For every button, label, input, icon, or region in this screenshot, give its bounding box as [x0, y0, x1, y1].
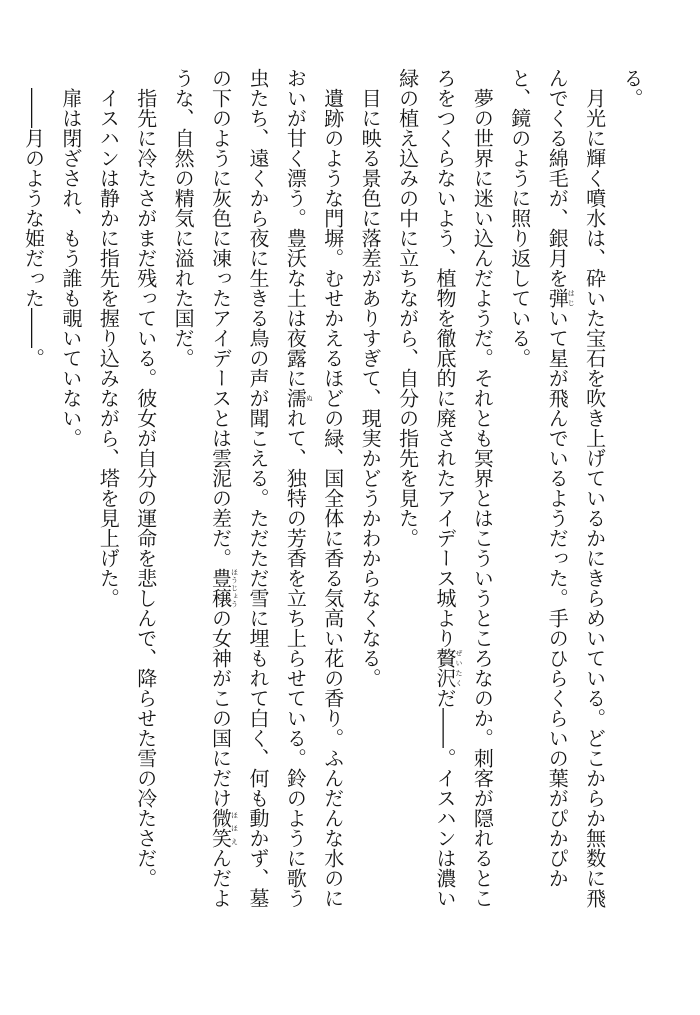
text-run: 虫たち、遠くから夜に生きる鳥の声が聞こえる。ただただ雪に埋もれて白く、何も動かず、墓 — [245, 68, 270, 908]
ruby-word — [432, 648, 463, 688]
text-run: る。 — [620, 68, 644, 108]
text-run: の女神がこの国にだけ — [208, 608, 233, 808]
text-line — [463, 68, 500, 948]
text-run: 夢の世界に迷い込んだようだ。それとも冥界とはこういうところなのか。刺客が隠れるとこ — [470, 68, 495, 908]
text-run: 遺跡のような門塀。むせかえるほどの緑、国全体に香る気高い花の香り。ふんだんな水の — [320, 68, 345, 888]
text-run: 指先に冷たさがまだ残っている。彼女が自分の運命を悲しんで、降らせた雪の冷たさだ。 — [133, 68, 158, 888]
text-run: 月光に輝く噴水は、砕いた宝石を吹き上げているかにきらめいている。どこからか無数に飛 — [582, 68, 607, 908]
text-line — [89, 68, 126, 948]
text-run: だ――。イスハンは濃い — [432, 688, 457, 908]
text-line — [164, 68, 201, 948]
text-line — [239, 68, 276, 948]
ruby-base: 弾 — [545, 288, 570, 308]
ruby-reading: ほほえ — [230, 808, 239, 848]
text-line — [313, 68, 350, 948]
text-run: ろをつくらないよう、植物を徹底的に廃されたアイデース城より — [432, 68, 457, 648]
ruby-word — [321, 888, 345, 908]
text-run: と、鏡のように照り返している。 — [507, 68, 532, 368]
text-run: イスハンは静かに指先を握り込みながら、塔を見上げた。 — [96, 68, 121, 608]
text-line — [613, 68, 650, 948]
text-run: れて、独特の芳香を立ち上らせている。鈴のように歌う — [283, 408, 308, 908]
ruby-word — [283, 388, 314, 408]
text-line — [500, 68, 537, 948]
text-run: うな、自然の精気に溢れた国だ。 — [171, 68, 196, 368]
text-run: んだよ — [208, 848, 233, 908]
text-line — [52, 68, 89, 948]
ruby-base: 微笑 — [208, 808, 233, 848]
text-run: んでくる綿毛が、銀月を — [545, 68, 570, 288]
text-run: おいが甘く漂う。豊沃な土は夜露に — [283, 68, 308, 388]
text-run: 目に映る景色に落差がありすぎて、現実かどうかわからなくなる。 — [358, 68, 383, 688]
text-line — [426, 68, 463, 948]
text-line — [20, 68, 52, 948]
ruby-reading: ほうじょう — [230, 568, 239, 608]
text-line — [388, 68, 425, 948]
ruby-base: 贅沢 — [432, 648, 457, 688]
ruby-reading: はじ — [567, 288, 576, 308]
vertical-text-body — [20, 68, 650, 948]
text-line — [575, 68, 612, 948]
text-line — [126, 68, 163, 948]
ruby-word — [208, 568, 239, 608]
ruby-base: に — [320, 888, 345, 908]
text-run: ――月のような姫だった――。 — [21, 68, 46, 368]
text-line — [538, 68, 575, 948]
text-run: 扉は閉ざされ、もう誰も覗いていない。 — [58, 68, 83, 448]
ruby-reading: ぜいたく — [454, 648, 463, 688]
text-run: 緑の植え込みの中に立ちながら、自分の指先を見た。 — [395, 68, 420, 548]
ruby-base: 豊穣 — [208, 568, 233, 608]
ruby-word — [208, 808, 239, 848]
text-run: の下のように灰色に凍ったアイデースとは雲泥の差だ。 — [208, 68, 233, 568]
text-run: いて星が飛んでいるようだった。手のひらくらいの葉がぴかぴか — [545, 308, 570, 888]
ruby-base: 濡 — [283, 388, 308, 408]
text-line — [201, 68, 238, 948]
ruby-word — [545, 288, 576, 308]
ruby-reading: ぬ — [305, 388, 314, 408]
text-line — [276, 68, 313, 948]
text-line — [351, 68, 388, 948]
